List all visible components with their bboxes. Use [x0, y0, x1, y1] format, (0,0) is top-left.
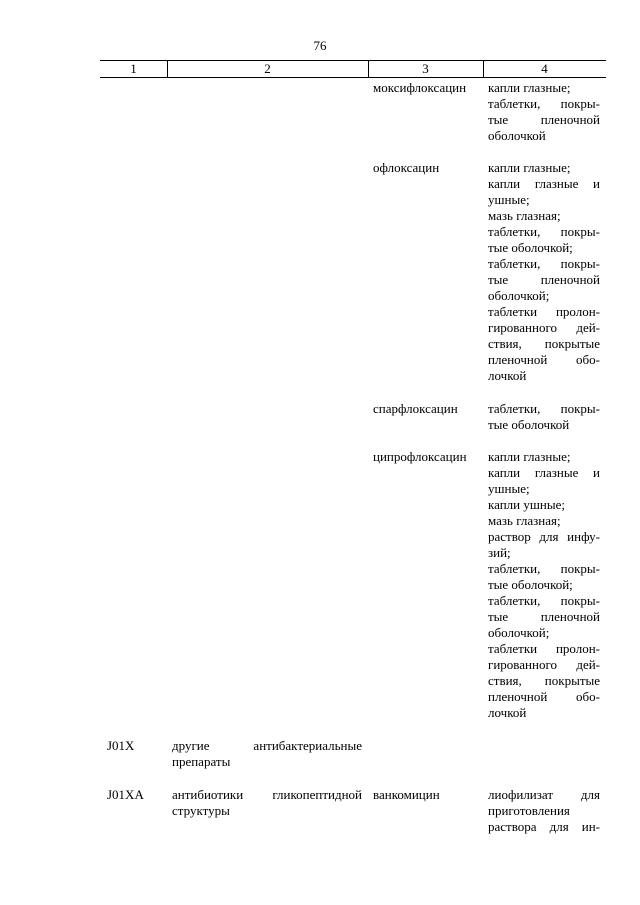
table-header: [100, 60, 606, 78]
drug-name: офлоксацин: [373, 160, 440, 175]
drug-name: ванкомицин: [373, 787, 440, 802]
drug-name: ципрофлоксацин: [373, 449, 467, 464]
drug-name: моксифлоксацин: [373, 80, 467, 95]
dosage-forms: таблетки, покры- тые оболочкой: [488, 401, 600, 432]
dosage-forms: капли глазные; капли глазные и ушные; мазь глазная; таблетки, покры- тые оболочкой; таблетки, покры- тые пленочной оболочкой; таблетки пролон- гированного дей- ствия, покрытые пленочной обо- лочкой: [488, 160, 600, 383]
header-col-4: 4: [541, 61, 548, 76]
drug-name: спарфлоксацин: [373, 401, 458, 416]
dosage-forms: лиофилизат для приготовления раствора для ин-: [488, 787, 600, 834]
page-number: 76: [313, 38, 327, 53]
dosage-forms: капли глазные; капли глазные и ушные; капли ушные; мазь глазная; раствор для инфу- зий; таблетки, покры- тые оболочкой; таблетки, покры- тые пленочной оболочкой; таблетки пролон- гированного дей- ствия, покрытые пленочной обо- лочкой: [488, 449, 600, 720]
header-col-1: 1: [130, 61, 137, 76]
atc-group: другие антибактериальные препараты: [172, 738, 362, 769]
header-col-2: 2: [264, 61, 271, 76]
atc-code: J01XA: [107, 787, 144, 802]
header-col-3: 3: [422, 61, 429, 76]
dosage-forms: капли глазные; таблетки, покры- тые пленочной оболочкой: [488, 80, 600, 143]
atc-group: антибиотики гликопептидной структуры: [172, 787, 362, 818]
atc-code: J01X: [107, 738, 135, 753]
